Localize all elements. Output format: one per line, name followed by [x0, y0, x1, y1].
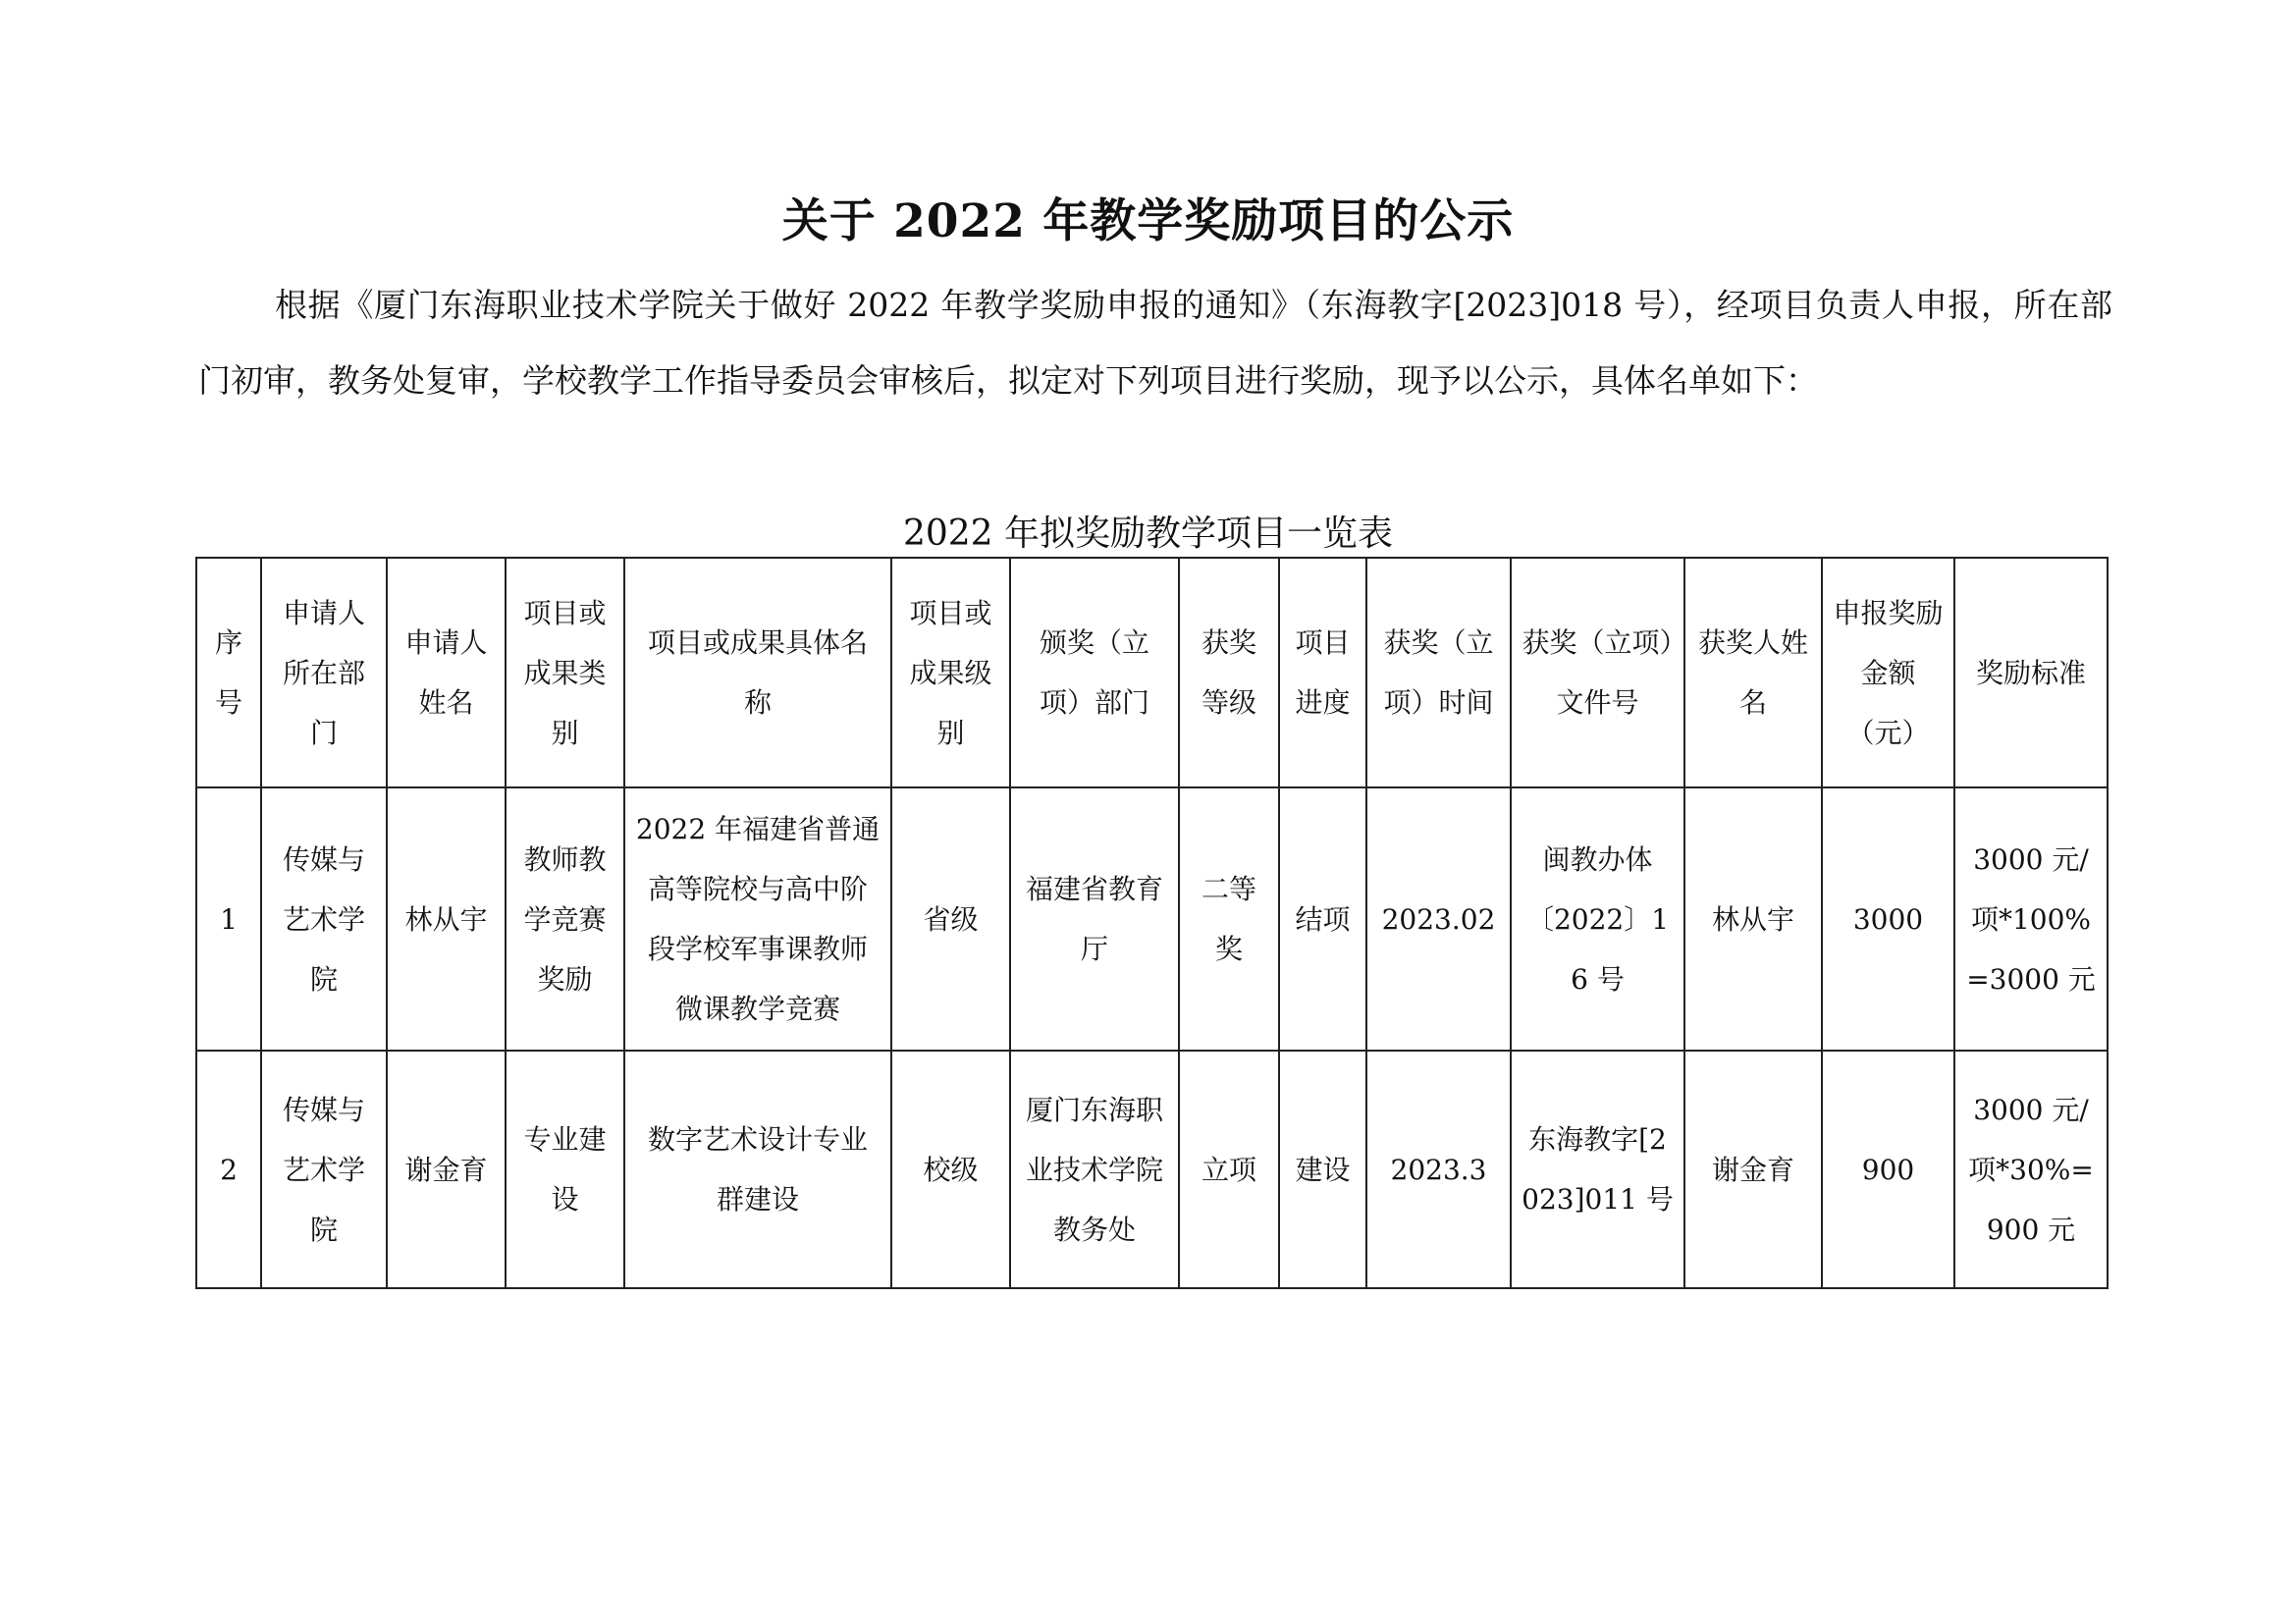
- header-cell-level: 项目或成果级别: [891, 558, 1010, 787]
- cell-index: 2: [196, 1051, 261, 1288]
- header-cell-award-grade: 获奖等级: [1179, 558, 1279, 787]
- cell-standard: 3000 元/项*100%=3000 元: [1954, 787, 2108, 1051]
- cell-award-grade: 二等奖: [1179, 787, 1279, 1051]
- cell-awardee: 林从宇: [1684, 787, 1822, 1051]
- table-row: [196, 787, 2108, 1051]
- cell-category: 专业建设: [506, 1051, 624, 1288]
- table-header-row: [196, 558, 2108, 787]
- cell-category: 教师教学竞赛奖励: [506, 787, 624, 1051]
- cell-department: 传媒与艺术学院: [261, 787, 387, 1051]
- header-cell-awarding-dept: 颁奖（立项）部门: [1010, 558, 1179, 787]
- header-cell-category: 项目或成果类别: [506, 558, 624, 787]
- notice-paragraph: 根据《厦门东海职业技术学院关于做好 2022 年教学奖励申报的通知》（东海教字[2023]018 号），经项目负责人申报，所在部门初审，教务处复审，学校教学工作指导委员会审核后，拟定对下列项目进行奖励，现予以公示，具体名单如下：: [198, 286, 2112, 400]
- cell-document-no: 闽教办体〔2022〕16 号: [1511, 787, 1684, 1051]
- cell-applicant: 林从宇: [387, 787, 506, 1051]
- header-cell-index: 序号: [196, 558, 261, 787]
- cell-amount: 3000: [1822, 787, 1954, 1051]
- cell-index: 1: [196, 787, 261, 1051]
- cell-awarding-dept: 福建省教育厅: [1010, 787, 1179, 1051]
- cell-standard: 3000 元/项*30%=900 元: [1954, 1051, 2108, 1288]
- cell-progress: 建设: [1279, 1051, 1366, 1288]
- cell-project-name: 2022 年福建省普通高等院校与高中阶段学校军事课教师微课教学竞赛: [624, 787, 891, 1051]
- cell-award-date: 2023.3: [1366, 1051, 1511, 1288]
- header-cell-document-no: 获奖（立项）文件号: [1511, 558, 1684, 787]
- header-cell-award-date: 获奖（立项）时间: [1366, 558, 1511, 787]
- header-cell-amount: 申报奖励金额（元）: [1822, 558, 1954, 787]
- table-row: [196, 1051, 2108, 1288]
- cell-awardee: 谢金育: [1684, 1051, 1822, 1288]
- document-title: 关于 2022 年教学奖励项目的公示: [781, 194, 1515, 248]
- cell-progress: 结项: [1279, 787, 1366, 1051]
- header-cell-applicant: 申请人姓名: [387, 558, 506, 787]
- header-cell-awardee: 获奖人姓名: [1684, 558, 1822, 787]
- cell-awarding-dept: 厦门东海职业技术学院教务处: [1010, 1051, 1179, 1288]
- table-title: 2022 年拟奖励教学项目一览表: [902, 514, 1394, 554]
- cell-document-no: 东海教字[2023]011 号: [1511, 1051, 1684, 1288]
- cell-level: 省级: [891, 787, 1010, 1051]
- cell-award-date: 2023.02: [1366, 787, 1511, 1051]
- header-cell-standard: 奖励标准: [1954, 558, 2108, 787]
- header-cell-progress: 项目进度: [1279, 558, 1366, 787]
- cell-applicant: 谢金育: [387, 1051, 506, 1288]
- awards-table: [195, 557, 2109, 1289]
- header-cell-department: 申请人所在部门: [261, 558, 387, 787]
- header-cell-project-name: 项目或成果具体名称: [624, 558, 891, 787]
- cell-award-grade: 立项: [1179, 1051, 1279, 1288]
- cell-department: 传媒与艺术学院: [261, 1051, 387, 1288]
- cell-project-name: 数字艺术设计专业群建设: [624, 1051, 891, 1288]
- cell-amount: 900: [1822, 1051, 1954, 1288]
- cell-level: 校级: [891, 1051, 1010, 1288]
